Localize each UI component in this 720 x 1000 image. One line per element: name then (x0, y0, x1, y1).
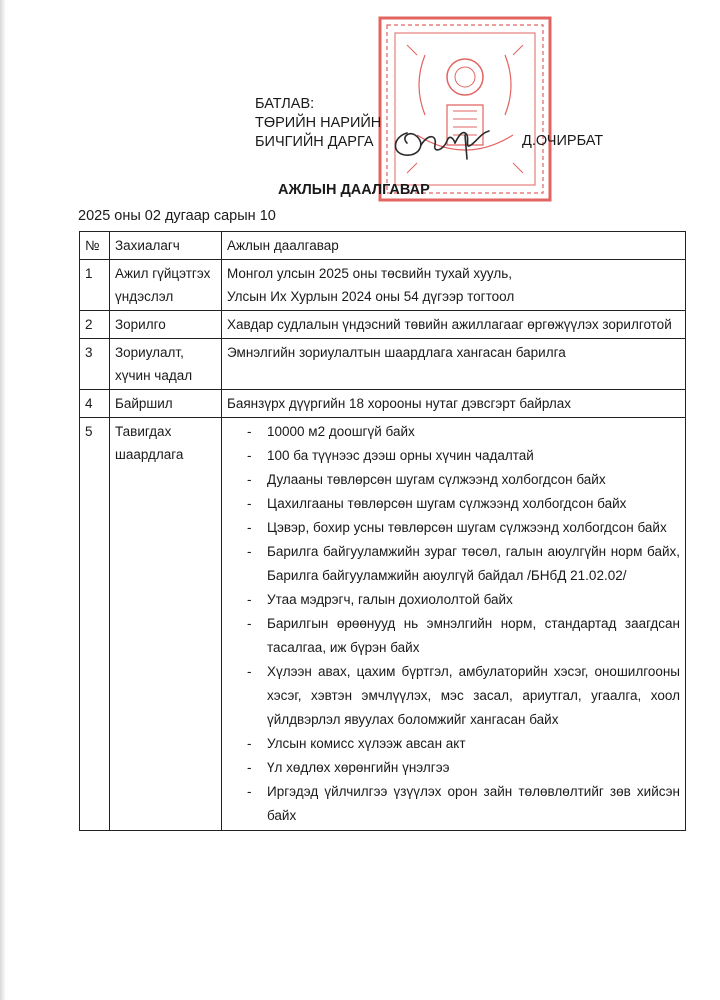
document-date: 2025 оны 02 дугаар сарын 10 (78, 208, 276, 224)
list-item: - Дулааны төвлөрсөн шугам сүлжээнд холбогдсон байх (247, 468, 680, 492)
list-item: - Барилгын өрөөнууд нь эмнэлгийн норм, стандартад заагдсан тасалгаа, иж бүрэн байх (247, 612, 680, 660)
list-item: - Цахилгааны төвлөрсөн шугам сүлжээнд холбогдсон байх (247, 492, 680, 516)
row-number: 5 (80, 418, 110, 831)
row-number: 1 (80, 260, 110, 311)
table-row (80, 339, 686, 390)
approval-block (255, 95, 381, 152)
row-label: Зорилго (110, 311, 222, 339)
column-header-task: Ажлын даалгавар (222, 232, 686, 260)
handwritten-signature-icon (385, 115, 505, 165)
list-item: - Иргэдэд үйлчилгээ үзүүлэх орон зайн төлөвлөлтийг зөв хийсэн байх (247, 780, 680, 828)
row-content: Хавдар судлалын үндэсний төвийн ажиллагааг өргөжүүлэх зорилготой (222, 311, 686, 339)
approver-title-line2: БИЧГИЙН ДАРГА (255, 134, 374, 150)
approver-title-line1: ТӨРИЙН НАРИЙН (255, 115, 382, 131)
row-label: Тавигдах шаардлага (110, 418, 222, 831)
list-item: - Цэвэр, бохир усны төвлөрсөн шугам сүлжээнд холбогдсон байх (247, 516, 680, 540)
row-content (222, 418, 686, 831)
list-item: - Хүлээн авах, цахим бүртгэл, амбулаторийн хэсэг, оношилгооны хэсэг, хэвтэн эмчлүүлэх, мэс засал, ариутгал, угаалга, хоол үйлдвэрлэл явуулах боломжийг хангасан байх (247, 660, 680, 732)
table-row (80, 311, 686, 339)
row-label: Ажил гүйцэтгэх үндэслэл (110, 260, 222, 311)
approve-label: БАТЛАВ: (255, 96, 315, 112)
list-item: - Улсын комисс хүлээж авсан акт (247, 732, 680, 756)
list-item: - Утаа мэдрэгч, галын дохиололтой байх (247, 588, 680, 612)
column-header-number: № (80, 232, 110, 260)
content-line: Улсын Их Хурлын 2024 оны 54 дүгээр тогтоол (227, 289, 515, 304)
requirements-list (227, 420, 680, 828)
row-number: 2 (80, 311, 110, 339)
row-content: Баянзүрх дүүргийн 18 хорооны нутаг дэвсгэрт байрлах (222, 390, 686, 418)
table-row (80, 390, 686, 418)
row-label: Зориулалт, хүчин чадал (110, 339, 222, 390)
table-row (80, 260, 686, 311)
list-item: - Үл хөдлөх хөрөнгийн үнэлгээ (247, 756, 680, 780)
table-row (80, 418, 686, 831)
task-table (79, 231, 686, 831)
row-number: 3 (80, 339, 110, 390)
row-label: Байршил (110, 390, 222, 418)
table-header-row (80, 232, 686, 260)
list-item: - Барилга байгууламжийн зураг төсөл, галын аюулгүйн норм байх, Барилга байгууламжийн аюулгүй байдал /БНбД 21.02.02/ (247, 540, 680, 588)
column-header-client: Захиалагч (110, 232, 222, 260)
row-content (222, 260, 686, 311)
row-number: 4 (80, 390, 110, 418)
row-content: Эмнэлгийн зориулалтын шаардлага хангасан барилга (222, 339, 686, 390)
document-title: АЖЛЫН ДААЛГАВАР (278, 182, 430, 198)
signer-name: Д.ОЧИРБАТ (522, 133, 604, 149)
page-edge-shadow (0, 0, 6, 1000)
list-item: - 10000 м2 доошгүй байх (247, 420, 680, 444)
list-item: - 100 ба түүнээс дээш орны хүчин чадалтай (247, 444, 680, 468)
content-line: Монгол улсын 2025 оны төсвийн тухай хууль, (227, 266, 513, 281)
state-emblem-stamp-icon (377, 15, 553, 203)
